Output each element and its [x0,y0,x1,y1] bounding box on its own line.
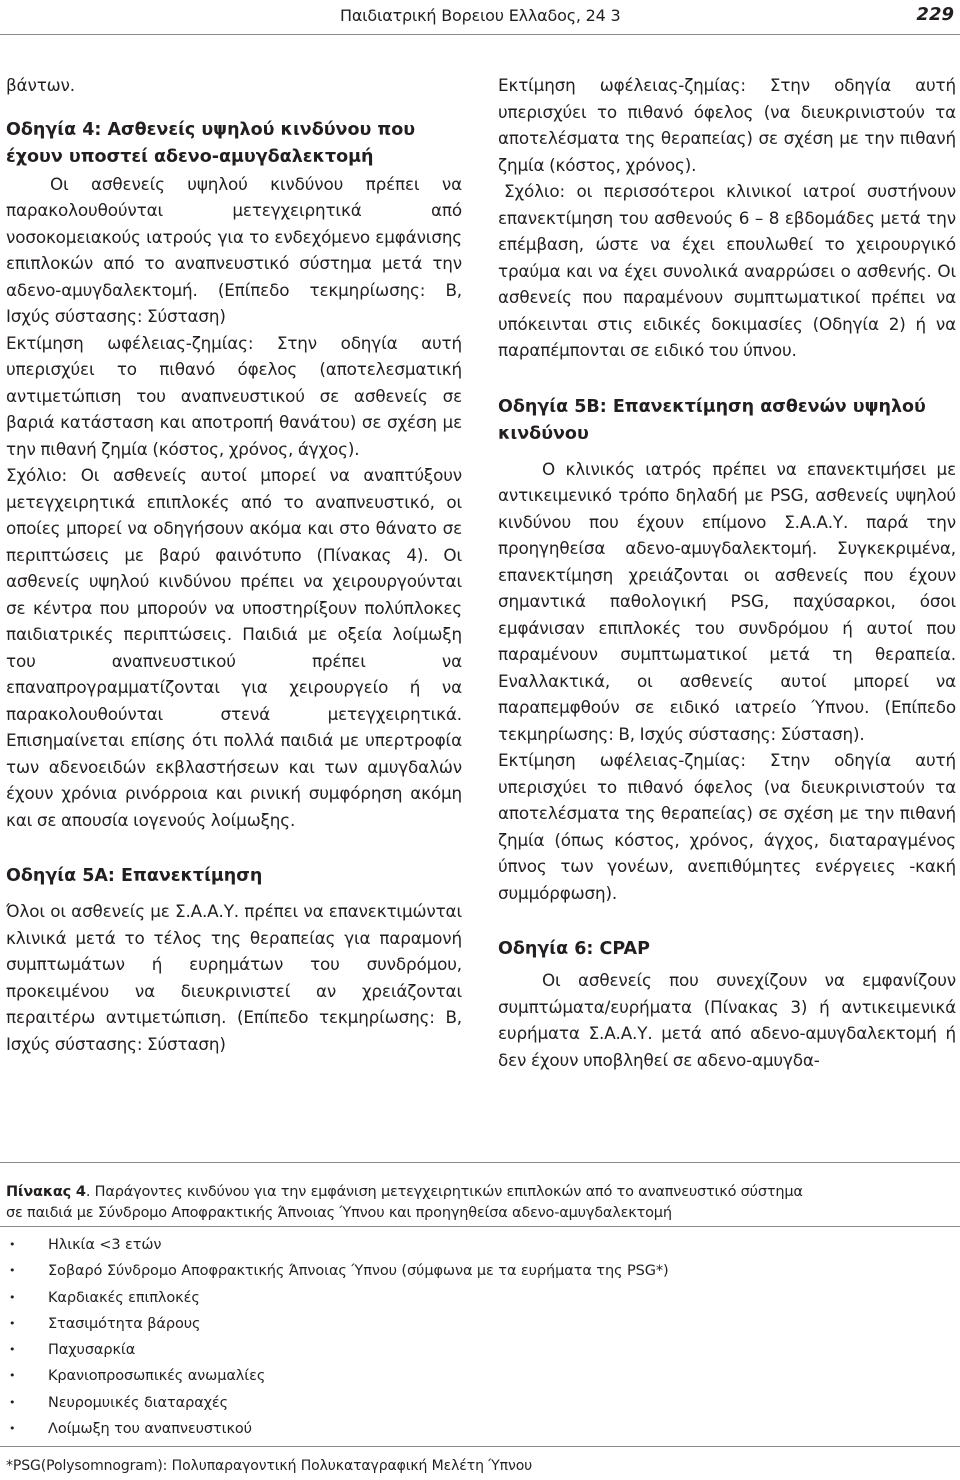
spacer [6,99,462,117]
guideline-5a-benefit-harm: Εκτίμηση ωφέλειας-ζημίας: Στην οδηγία αυτή υπερισχύει το πιθανό όφελος (να διευκρινιστούν τα αποτελέσματα της θεραπείας) σε σχέση με την πιθανή ζημία (κόστος, χρόνος). [498,75,956,175]
page-number: 229 [916,4,954,25]
list-item: • Νευρομυικές διαταραχές [6,1390,669,1416]
spacer [6,833,462,863]
spacer [6,890,462,898]
list-item: • Παχυσαρκία [6,1337,669,1363]
heading-guideline-6: Οδηγία 6: CPAP [498,939,650,959]
list-item: • Σοβαρό Σύνδρομο Αποφρακτικής Άπνοιας Ύπνου (σύμφωνα με τα ευρήματα της PSG*) [6,1258,669,1284]
left-column [6,72,462,1057]
heading-guideline-5a: Οδηγία 5Α: Επανεκτίμηση [6,866,263,886]
guideline-4-text: Οι ασθενείς υψηλού κινδύνου πρέπει να παρακολουθούνται μετεγχειρητικά από νοσοκομειακούς ιατρούς για το ενδεχόμενο εμφάνισης επιπλοκών από το αναπνευστικό σύστημα μετά την αδενο-αμυγδαλεκτομή. (Επίπεδο τεκμηρίωσης: Β, Ισχύς σύστασης: Σύσταση) [6,173,462,326]
running-head: Παιδιατρική Βορειου Ελλαδος, 24 3 [340,6,621,25]
table-4-caption-text: . Παράγοντες κινδύνου για την εμφάνιση μετεγχειρητικών επιπλοκών από το αναπνευστικό σύστημα σε παιδιά με Σύνδρομο Αποφρακτικής Άπνοιας Ύπνου και προηγηθείσα αδενο-αμυγδαλεκτομή [6,1184,803,1221]
bullet-icon: • [9,1316,16,1330]
guideline-5b-text: Ο κλινικός ιατρός πρέπει να επανεκτιμήσει με αντικειμενικό τρόπο δηλαδή με PSG, ασθενείς υψηλού κινδύνου που έχουν επίμονο Σ.Α.Α.Υ. παρά την προηγηθείσα αδενο-αμυγδαλεκτομή. Συγκεκριμένα, επανεκτίμηση χρειάζονται οι ασθενείς που έχουν σημαντικά παθολογική PSG, παχύσαρκοι, όσοι εμφάνισαν επιπλοκές του συνδρόμου ή αυτοί που παραμένουν συμπτωματικοί μετά τη θεραπεία. Εναλλακτικά, οι ασθενείς αυτοί μπορεί να παραπεμφθούν σε ειδικό ιατρείο Ύπνου. (Επίπεδο τεκμηρίωσης: Β, Ισχύς σύστασης: Σύσταση). [498,458,956,744]
bullet-icon: • [9,1238,16,1251]
risk-factor-list [6,1232,669,1442]
table-top-rule [0,1162,960,1163]
guideline-5a-text: Όλοι οι ασθενείς με Σ.Α.Α.Υ. πρέπει να επανεκτιμώνται κλινικά μετά το τέλος της θεραπείας για παραμονή συμπτωμάτων ή ευρημάτων του συνδρόμου, προκειμένου να διευκρινιστεί αν χρειάζονται περαιτέρω αντιμετώπιση. (Επίπεδο τεκμηρίωσης: Β, Ισχύς σύστασης: Σύσταση) [6,901,462,1054]
bullet-icon: • [9,1343,16,1357]
list-item: • Ηλικία <3 ετών [6,1232,669,1258]
table-4-caption [6,1182,806,1224]
spacer [498,906,956,936]
bullet-icon: • [9,1290,16,1304]
right-column [498,72,956,1073]
list-item: • Λοίμωξη του αναπνευστικού [6,1416,669,1442]
table-4-label: Πίνακας 4 [6,1184,86,1200]
list-item: • Στασιμότητα βάρους [6,1311,669,1337]
guideline-4-comment: Σχόλιο: Οι ασθενείς αυτοί μπορεί να αναπτύξουν μετεγχειρητικά επιπλοκές από το αναπνευστικό, οι οποίες μπορεί να οδηγήσουν ακόμα και στο θάνατο σε περιπτώσεις με βαρύ φαινότυπο (Πίνακας 4). Οι ασθενείς υψηλού κινδύνου πρέπει να χειρουργούνται σε κέντρα που μπορούν να υποστηρίξουν πολύπλοκες παιδιατρικές περιπτώσεις. Παιδιά με οξεία λοίμωξη του αναπνευστικού πρέπει να επαναπρογραμματίζονται για χειρουργείο ή να παρακολουθούνται στενά μετεγχειρητικά. Επισημαίνεται επίσης ότι πολλά παιδιά με υπερτροφία των αδενοειδών εκβλαστήσεων και των αμυγδαλών έχουν χρόνια ρινόρροια και ρινική συμφόρηση ακόμη και σε απουσία ιογενούς λοίμωξης. [6,465,462,830]
bullet-icon: • [9,1422,16,1436]
page-header [0,0,960,36]
guideline-5a-comment: Σχόλιο: οι περισσότεροι κλινικοί ιατροί συστήνουν επανεκτίμηση του ασθενούς 6 – 8 εβδομάδες μετά την επέμβαση, ώστε να έχει επουλωθεί το χειρουργικό τραύμα και να έχει συνολικά αναρρώσει ο ασθενής. Οι ασθενείς που παραμένουν συμπτωματικοί πρέπει να υπόκεινται στις ειδικές δοκιμασίες (Οδηγία 2) ή να παραπέμπονται σε ειδικό του ύπνου. [498,181,956,360]
table-caption-rule [0,1226,960,1227]
bullet-icon: • [9,1395,16,1409]
guideline-6-text: Οι ασθενείς που συνεχίζουν να εμφανίζουν συμπτώματα/ευρήματα (Πίνακας 3) ή αντικειμενικά ευρήματα Σ.Α.Α.Υ. μετά από αδενο-αμυγδαλεκτομή ή δεν έχουν υποβληθεί σε αδενο-αμυγδα- [498,970,956,1070]
guideline-5b-benefit-harm: Εκτίμηση ωφέλειας-ζημίας: Στην οδηγία αυτή υπερισχύει το πιθανό όφελος (να διευκρινιστούν τα αποτελέσματα της θεραπείας) σε σχέση με την πιθανή ζημία (όπως κόστος, χρόνος, άγχος, διαταραγμένος ύπνος των γονέων, ανεπιθύμητες ενέργειες -κακή συμμόρφωση). [498,750,956,903]
spacer [498,364,956,394]
list-item: • Κρανιοπροσωπικές ανωμαλίες [6,1363,669,1389]
bullet-icon: • [9,1369,16,1383]
table-4-footnote: *PSG(Polysomnogram): Πολυπαραγοντική Πολυκαταγραφική Μελέτη Ύπνου [6,1458,533,1474]
bullet-icon: • [9,1264,16,1278]
heading-guideline-4: Οδηγία 4: Ασθενείς υψηλού κινδύνου που έχουν υποστεί αδενο-αμυγδαλεκτομή [6,119,416,167]
list-item: • Καρδιακές επιπλοκές [6,1285,669,1311]
guideline-4-benefit-harm: Εκτίμηση ωφέλειας-ζημίας: Στην οδηγία αυτή υπερισχύει το πιθανό όφελος (αποτελεσματική αντιμετώπιση του αναπνευστικού σε ασθενείς σε βαριά κατάσταση και αποτροπή θανάτου) σε σχέση με την πιθανή ζημία (κόστος, χρόνος, άγχος). [6,332,462,459]
table-bottom-rule [0,1446,960,1447]
heading-guideline-5b: Οδηγία 5Β: Επανεκτίμηση ασθενών υψηλού κινδύνου [498,396,926,444]
spacer [498,448,956,456]
continued-text: βάντων. [6,75,75,95]
header-rule [0,34,960,35]
